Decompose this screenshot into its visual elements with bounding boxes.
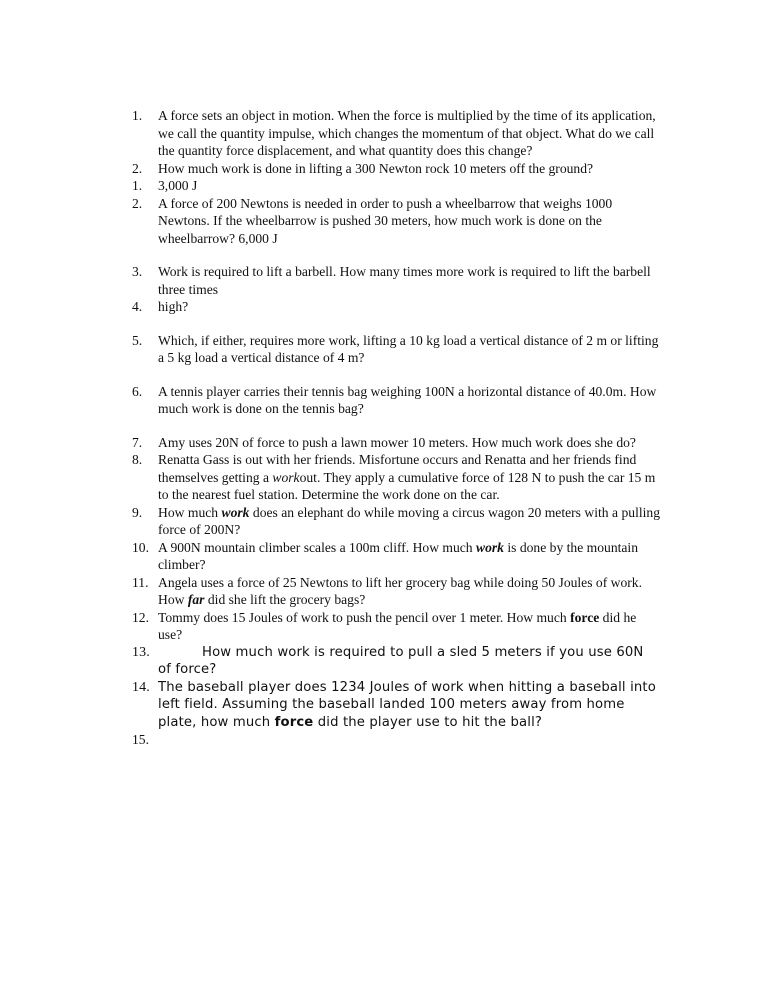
item-text: Amy uses 20N of force to push a lawn mower 10 meters. How much work does she do? (158, 434, 636, 450)
item-text-after: is done by the mountain climber? (158, 539, 639, 572)
item-text: Work is required to lift a barbell. How many times more work is required to lift the barbell three times (158, 264, 651, 297)
item-text-before: Angela uses a force of 25 Newtons to lift her grocery bag while doing 50 Joules of work. How (158, 574, 642, 607)
item-number: 15. (132, 732, 149, 748)
question-list (132, 107, 660, 748)
item-number: 9. (132, 504, 143, 520)
list-item (132, 383, 660, 418)
list-item (132, 539, 660, 574)
item-number: 2. (132, 195, 143, 211)
item-number: 2. (132, 160, 143, 176)
list-item (132, 332, 660, 367)
item-number: 11. (132, 574, 149, 590)
item-number: 6. (132, 383, 143, 399)
item-number: 14. (132, 679, 150, 695)
list-item (132, 574, 660, 609)
item-text-before: The baseball player does 1234 Joules of work when hitting a baseball into left field. Assuming the baseball landed 100 meters away from home plate, how much (158, 679, 656, 730)
item-text: 3,000 J (158, 178, 198, 193)
item-number: 1. (132, 108, 143, 123)
item-text: How much work is done in lifting a 300 Newton rock 10 meters off the ground? (158, 160, 594, 176)
item-text-after: does an elephant do while moving a circus wagon 20 meters with a pulling force of 200N? (158, 504, 660, 537)
item-text: A force sets an object in motion. When the force is multiplied by the time of its application, we call the quantity impulse, which changes the momentum of that object. What do we call the quantity force displacement, and what quantity does this change? (158, 108, 656, 158)
item-text-after: did he use? (158, 609, 637, 642)
list-item (132, 644, 660, 679)
item-number: 13. (132, 644, 150, 660)
item-number: 5. (132, 332, 143, 348)
list-item (132, 434, 660, 452)
item-text-before: A 900N mountain climber scales a 100m cliff. How much (158, 539, 477, 555)
item-text: high? (158, 299, 189, 314)
item-text: How much work is required to pull a sled 5 meters if you use 60N of force? (158, 644, 644, 678)
item-number: 8. (132, 452, 143, 467)
item-number: 4. (132, 299, 143, 314)
item-number: 10. (132, 539, 149, 555)
item-text-before: How much (158, 504, 222, 520)
list-item (132, 609, 660, 644)
item-number: 3. (132, 264, 143, 279)
item-number: 12. (132, 609, 149, 625)
item-text-emphasis: work (476, 539, 504, 555)
list-item (132, 160, 660, 178)
list-item (132, 451, 660, 504)
item-text-emphasis: work (272, 469, 300, 485)
item-text-before: Renatta Gass is out with her friends. Misfortune occurs and Renatta and her friends find themselves getting a (158, 452, 637, 485)
item-text: A force of 200 Newtons is needed in order to push a wheelbarrow that weighs 1000 Newtons. If the wheelbarrow is pushed 30 meters, how much work is done on the wheelbarrow? 6,000 J (158, 195, 613, 246)
item-text-after: out. They apply a cumulative force of 128 N to push the car 15 m to the nearest fuel station. Determine the work done on the car. (158, 469, 656, 502)
item-text-strong: force (274, 714, 314, 730)
list-item (132, 263, 660, 298)
item-text-strong: force (570, 609, 600, 625)
item-text-emphasis: far (187, 592, 205, 607)
item-number: 7. (132, 434, 143, 450)
item-text-before: Tommy does 15 Joules of work to push the pencil over 1 meter. How much (158, 609, 571, 625)
list-item (132, 177, 660, 195)
item-text-after: did she lift the grocery bags? (204, 592, 366, 607)
item-text: Which, if either, requires more work, lifting a 10 kg load a vertical distance of 2 m or lifting a 5 kg load a vertical distance of 4 m? (158, 332, 659, 365)
item-text: A tennis player carries their tennis bag weighing 100N a horizontal distance of 40.0m. How much work is done on the tennis bag? (158, 383, 657, 416)
list-item (132, 679, 660, 732)
list-item (132, 298, 660, 316)
item-number: 1. (132, 178, 143, 193)
list-item (132, 195, 660, 248)
item-text-emphasis: work (221, 504, 250, 520)
list-item (132, 107, 660, 160)
item-text-after: did the player use to hit the ball? (313, 714, 543, 730)
list-item (132, 504, 660, 539)
